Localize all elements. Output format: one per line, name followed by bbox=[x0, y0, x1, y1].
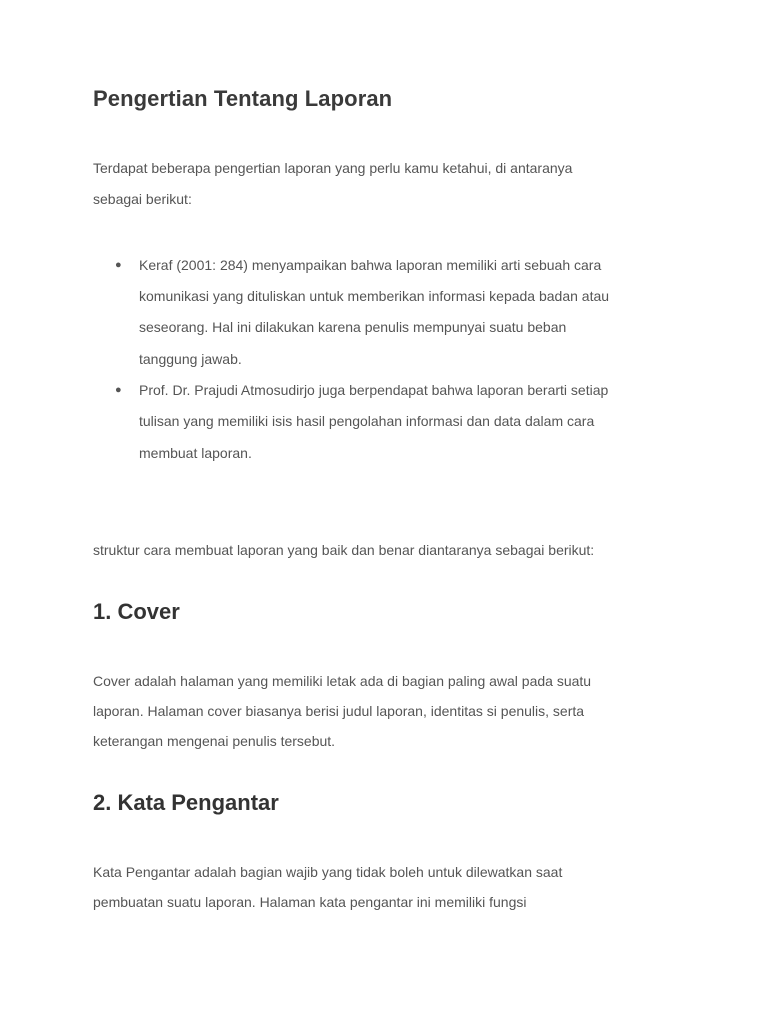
bullet-icon: ● bbox=[115, 259, 122, 271]
list-item-line: Prof. Dr. Prajudi Atmosudirjo juga berpendapat bahwa laporan berarti setiap bbox=[139, 382, 609, 398]
paragraph-line: Kata Pengantar adalah bagian wajib yang tidak boleh untuk dilewatkan saat bbox=[93, 864, 563, 880]
paragraph-line: laporan. Halaman cover biasanya berisi judul laporan, identitas si penulis, serta bbox=[93, 703, 585, 719]
bullet-icon: ● bbox=[115, 384, 122, 396]
list-item-line: seseorang. Hal ini dilakukan karena penulis mempunyai suatu beban bbox=[139, 319, 567, 335]
list-item-line: komunikasi yang dituliskan untuk memberikan informasi kepada badan atau bbox=[139, 288, 610, 304]
paragraph-line: keterangan mengenai penulis tersebut. bbox=[93, 733, 336, 749]
paragraph-line: Cover adalah halaman yang memiliki letak ada di bagian paling awal pada suatu bbox=[93, 673, 592, 689]
paragraph-line: pembuatan suatu laporan. Halaman kata pengantar ini memiliki fungsi bbox=[93, 894, 527, 910]
list-item-line: tanggung jawab. bbox=[139, 351, 242, 367]
section-heading-kata-pengantar: 2. Kata Pengantar bbox=[93, 790, 279, 815]
list-item-line: tulisan yang memiliki isis hasil pengolahan informasi dan data dalam cara bbox=[139, 413, 595, 429]
intro-line: sebagai berikut: bbox=[93, 191, 192, 207]
list-item-line: membuat laporan. bbox=[139, 445, 252, 461]
section-heading-cover: 1. Cover bbox=[93, 599, 180, 624]
page-title: Pengertian Tentang Laporan bbox=[93, 86, 393, 111]
list-item-line: Keraf (2001: 284) menyampaikan bahwa laporan memiliki arti sebuah cara bbox=[139, 257, 602, 273]
structure-intro: struktur cara membuat laporan yang baik dan benar diantaranya sebagai berikut: bbox=[93, 542, 595, 558]
intro-line: Terdapat beberapa pengertian laporan yang perlu kamu ketahui, di antaranya bbox=[93, 160, 573, 176]
